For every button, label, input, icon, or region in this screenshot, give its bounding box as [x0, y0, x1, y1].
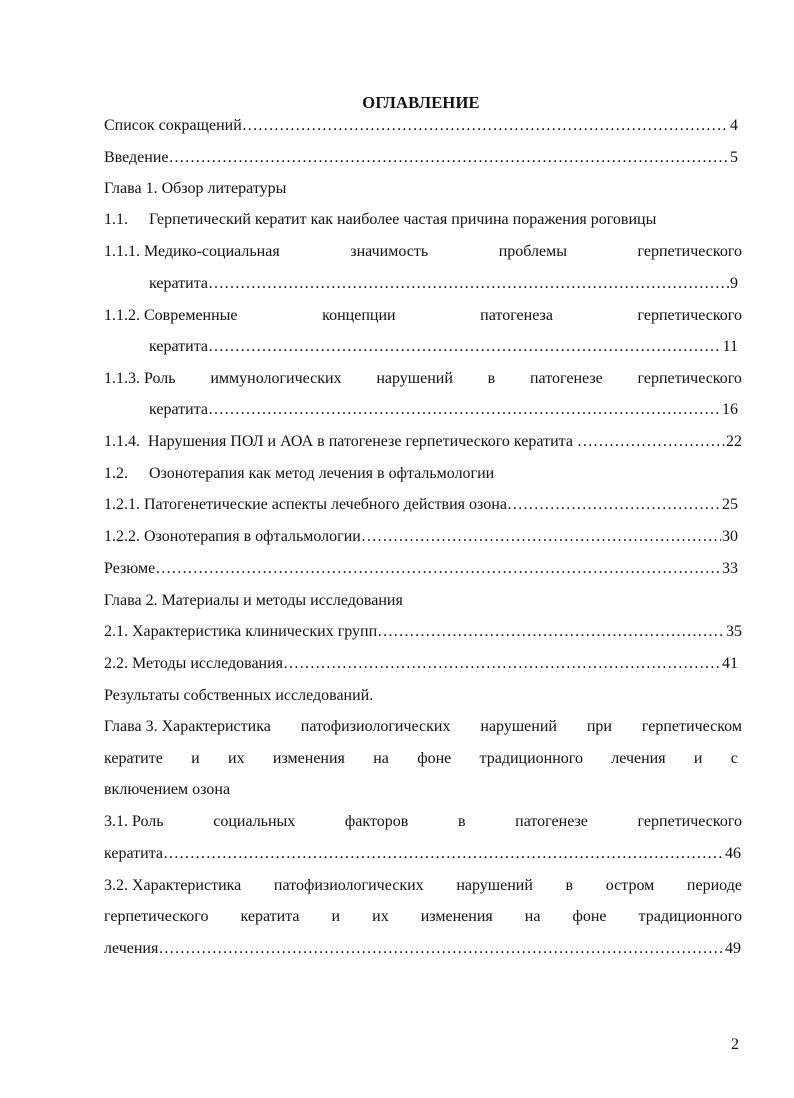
toc-entry-text: кератита — [149, 275, 209, 292]
toc-chapter-1[interactable]: Глава 1. Обзор литературы — [104, 180, 287, 197]
toc-section-1-1-1[interactable] — [104, 241, 742, 263]
section-title: Озонотерапия как метод лечения в офтальмологии — [149, 465, 495, 482]
toc-section-1-1-2-continuation[interactable] — [149, 336, 738, 358]
toc-section-1-1-1-continuation[interactable] — [149, 273, 738, 295]
toc-page-number: 49 — [725, 940, 741, 957]
section-word: проблемы — [498, 243, 567, 260]
section-word: патогенезе — [529, 370, 603, 387]
toc-chapter-3[interactable]: Глава 3. Характеристика патофизиологических нарушений при герпетическом — [104, 718, 742, 735]
toc-page-number: 41 — [722, 655, 738, 672]
page-number: 2 — [731, 1036, 739, 1053]
toc-entry-text: кератита — [104, 845, 164, 862]
toc-section-3-2[interactable]: 3.2. Характеристика патофизиологических нарушений в остром периоде — [104, 877, 742, 894]
toc-section-1-1-3-continuation[interactable] — [149, 399, 738, 421]
section-number: 1.1. — [104, 211, 128, 228]
toc-section-1-2[interactable] — [104, 463, 494, 485]
section-word: патогенеза — [480, 307, 553, 324]
toc-page-number: 30 — [722, 528, 738, 545]
toc-section-1-1-3[interactable]: 1.1.3. Роль иммунологических нарушений в патогенезе герпетического — [104, 368, 742, 390]
section-word: иммунологических — [210, 370, 342, 387]
toc-results-heading[interactable]: Результаты собственных исследований. — [104, 687, 374, 704]
section-word: концепции — [322, 307, 396, 324]
section-number-and-word: 1.1.1. Медико-социальная — [104, 243, 280, 260]
toc-page-number: 4 — [730, 117, 738, 134]
section-word: герпетического — [637, 370, 742, 387]
section-number: 1.1.4. — [104, 433, 140, 450]
toc-entry-text: Введение — [104, 149, 169, 166]
section-word: значимость — [350, 243, 429, 260]
toc-page-number: 22 — [726, 433, 742, 450]
toc-entry-text: Список сокращений — [104, 117, 242, 134]
toc-page-number: 35 — [726, 623, 742, 640]
section-word: герпетического — [637, 307, 742, 324]
toc-entry-text: Резюме — [104, 560, 156, 577]
toc-entry-text: 2.2. Методы исследования — [104, 655, 284, 672]
toc-chapter-3-line-3[interactable]: включением озона — [104, 781, 231, 798]
toc-entry-text: 1.2.2. Озонотерапия в офтальмологии — [104, 528, 361, 545]
section-word: герпетического — [637, 243, 742, 260]
toc-section-2-1[interactable] — [104, 621, 742, 643]
section-title: Нарушения ПОЛ и АОА в патогенезе герпетического кератита — [148, 433, 573, 450]
toc-entry-introduction[interactable] — [104, 147, 738, 169]
section-number: 1.2. — [104, 465, 128, 482]
toc-page-number: 16 — [722, 401, 738, 418]
toc-page-number: 11 — [722, 338, 738, 355]
toc-page-number: 33 — [722, 560, 738, 577]
toc-entry-text: кератита — [149, 338, 209, 355]
section-title: Герпетический кератит как наиболее частая причина поражения роговицы — [149, 211, 657, 228]
toc-entry-text: лечения — [104, 940, 159, 957]
toc-section-3-2-continuation[interactable] — [104, 938, 741, 960]
toc-section-3-1-continuation[interactable] — [104, 843, 741, 865]
toc-chapter-3-line-2[interactable]: кератите и их изменения на фоне традиционного лечения и с — [104, 750, 738, 767]
toc-section-3-1[interactable]: 3.1. Роль социальных факторов в патогенезе герпетического — [104, 813, 742, 830]
toc-page-number: 5 — [730, 149, 738, 166]
toc-section-1-1-4[interactable] — [104, 431, 742, 453]
toc-entry-abbreviations[interactable] — [104, 115, 738, 137]
toc-section-1-2-2[interactable] — [104, 526, 738, 548]
toc-section-1-1-2[interactable]: 1.1.2. Современные концепции патогенеза герпетического — [104, 305, 742, 327]
section-word: в — [487, 370, 496, 387]
toc-page-number: 46 — [725, 845, 741, 862]
toc-title: ОГЛАВЛЕНИЕ — [362, 93, 480, 112]
toc-chapter-2[interactable]: Глава 2. Материалы и методы исследования — [104, 592, 403, 609]
toc-entry-text: 2.1. Характеристика клинических групп — [104, 623, 378, 640]
toc-section-1-1[interactable] — [104, 209, 656, 231]
toc-section-1-2-1[interactable] — [104, 494, 738, 516]
toc-page-number: 25 — [722, 496, 738, 513]
toc-section-2-2[interactable] — [104, 653, 738, 675]
toc-entry-text: кератита — [149, 401, 209, 418]
toc-entry-text: 1.2.1. Патогенетические аспекты лечебного действия озона — [104, 496, 507, 513]
toc-page-number: 9 — [730, 275, 738, 292]
section-word: нарушений — [376, 370, 453, 387]
toc-entry-summary[interactable] — [104, 558, 738, 580]
toc-section-3-2-line-2[interactable]: герпетического кератита и их изменения на фоне традиционного — [104, 908, 742, 925]
